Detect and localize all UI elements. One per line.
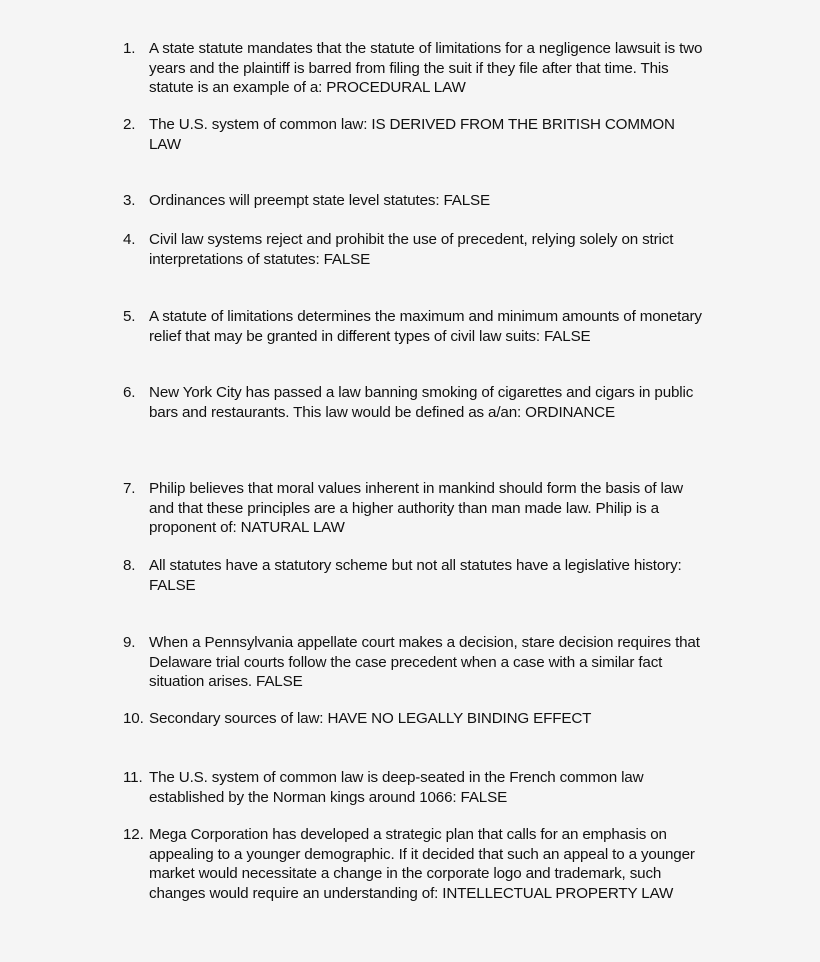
list-item: [123, 191, 703, 211]
item-number: 1.: [123, 40, 136, 57]
item-number: 3.: [123, 192, 136, 209]
item-number: 5.: [123, 308, 136, 325]
item-text: Secondary sources of law: HAVE NO LEGALLY BINDING EFFECT: [149, 710, 592, 727]
item-text: A state statute mandates that the statute of limitations for a negligence lawsuit is two years and the plaintiff is barred from filing the suit if they file after that time. This statute is an example of a: PROCEDURAL LAW: [149, 40, 703, 96]
list-item: [123, 39, 703, 98]
item-text: Mega Corporation has developed a strategic plan that calls for an emphasis on appealing to a younger demographic. If it decided that such an appeal to a younger market would necessitate a change in the corporate logo and trademark, such changes would require an understanding of: INTELLECTUAL PROPERTY LAW: [149, 826, 695, 902]
item-number: 7.: [123, 480, 136, 497]
item-text: All statutes have a statutory scheme but not all statutes have a legislative history: FALSE: [149, 557, 682, 594]
item-text: New York City has passed a law banning smoking of cigarettes and cigars in public bars and restaurants. This law would be defined as a/an: ORDINANCE: [149, 384, 694, 421]
list-item: [123, 633, 703, 692]
item-number: 8.: [123, 557, 136, 574]
item-number: 10.: [123, 710, 144, 727]
list-item: [123, 230, 703, 269]
list-item: [123, 307, 703, 346]
list-item: [123, 825, 703, 903]
list-item: [123, 383, 703, 422]
list-item: [123, 479, 703, 538]
item-text: The U.S. system of common law is deep-seated in the French common law established by the Norman kings around 1066: FALSE: [149, 769, 644, 806]
list-item: [123, 556, 703, 595]
item-text: A statute of limitations determines the maximum and minimum amounts of monetary relief that may be granted in different types of civil law suits: FALSE: [149, 308, 702, 345]
item-number: 2.: [123, 116, 136, 133]
list-item: [123, 768, 703, 807]
item-text: Ordinances will preempt state level statutes: FALSE: [149, 192, 490, 209]
item-text: When a Pennsylvania appellate court makes a decision, stare decision requires that Delaware trial courts follow the case precedent when a case with a similar fact situation arises. FALSE: [149, 634, 700, 690]
item-text: The U.S. system of common law: IS DERIVED FROM THE BRITISH COMMON LAW: [149, 116, 675, 153]
item-number: 6.: [123, 384, 136, 401]
item-number: 11.: [123, 769, 143, 786]
item-number: 9.: [123, 634, 136, 651]
list-item: [123, 115, 703, 154]
item-text: Philip believes that moral values inherent in mankind should form the basis of law and that these principles are a higher authority than man made law. Philip is a proponent of: NATURAL LAW: [149, 480, 683, 536]
item-text: Civil law systems reject and prohibit the use of precedent, relying solely on strict interpretations of statutes: FALSE: [149, 231, 674, 268]
list-item: [123, 709, 703, 729]
item-number: 4.: [123, 231, 136, 248]
item-number: 12.: [123, 826, 144, 843]
